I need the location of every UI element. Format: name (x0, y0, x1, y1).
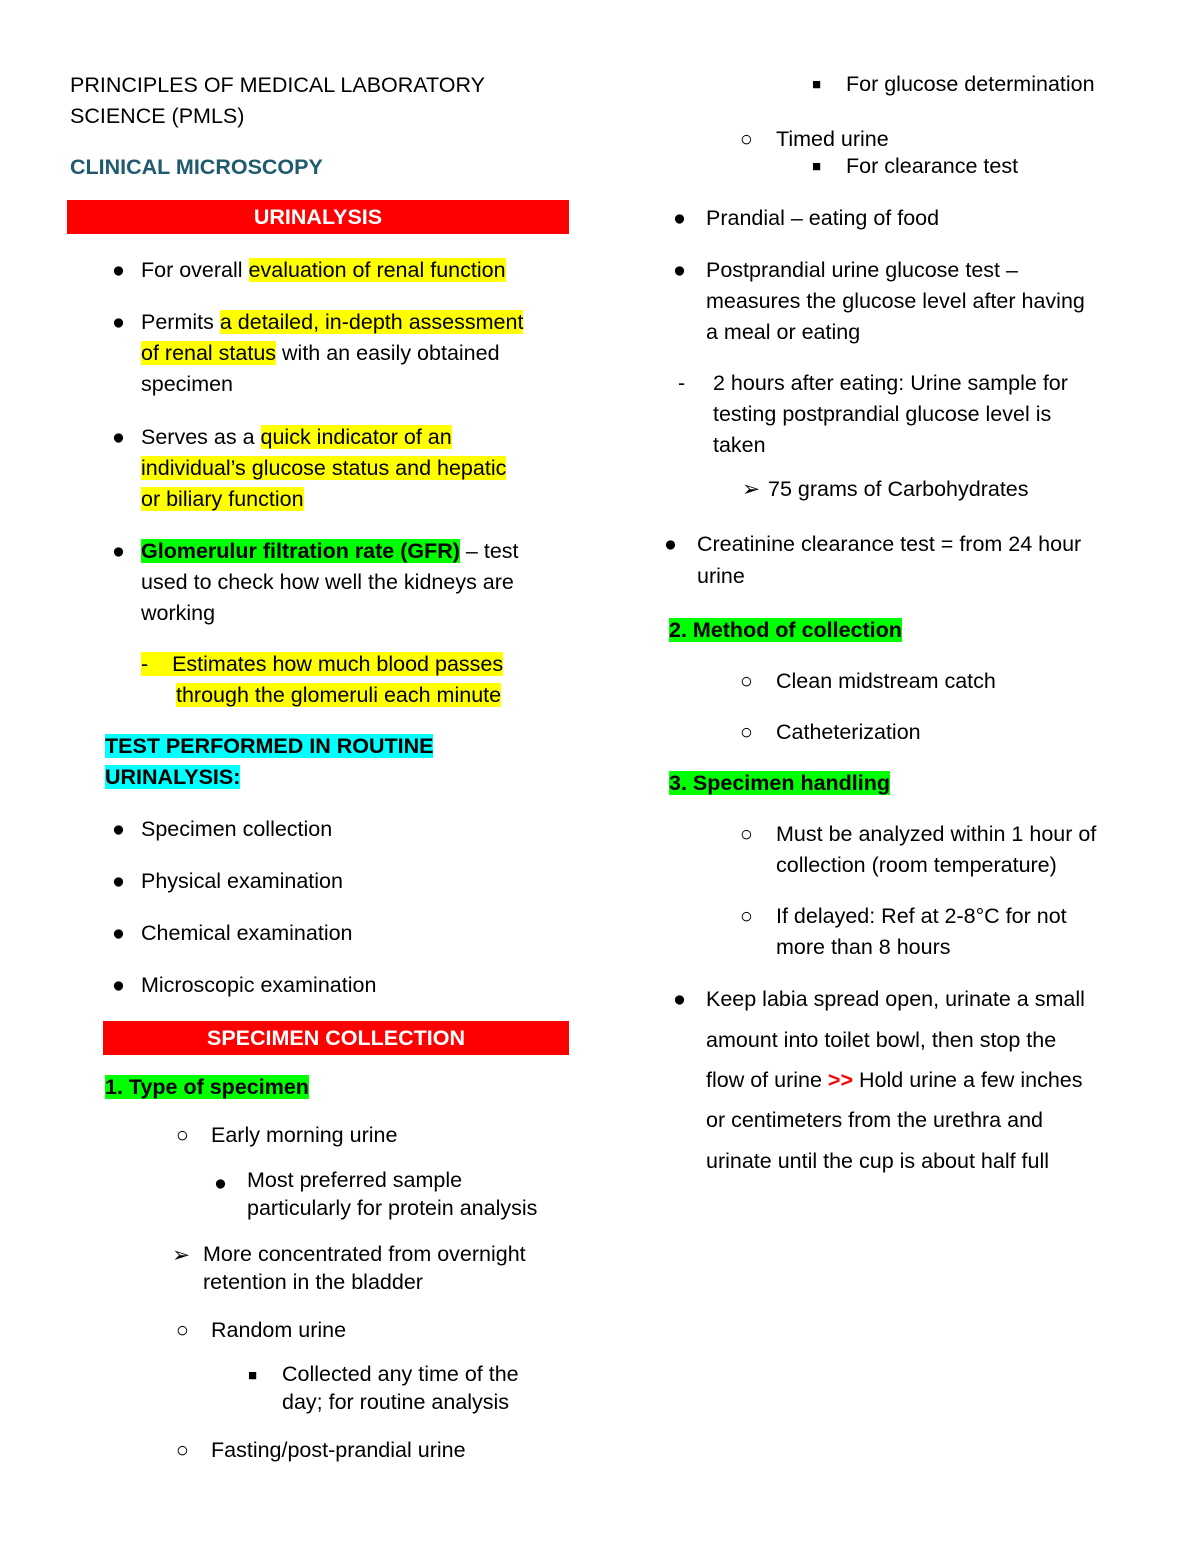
postprandial-line2: measures the glucose level after having (706, 289, 1085, 313)
two-hours-line2: testing postprandial glucose level is (713, 402, 1052, 426)
more-concentrated-line1: More concentrated from overnight (203, 1242, 526, 1266)
if-delayed-line2: more than 8 hours (776, 935, 951, 959)
circle-bullet-icon: ○ (740, 127, 753, 151)
keep-labia-line1: Keep labia spread open, urinate a small (706, 987, 1085, 1011)
catheterization: Catheterization (776, 720, 921, 744)
circle-bullet-icon: ○ (740, 720, 753, 744)
specimen-handling-heading: 3. Specimen handling (669, 771, 891, 795)
circle-bullet-icon: ○ (740, 904, 753, 928)
square-bullet-icon: ■ (812, 76, 822, 93)
bullet-serves-line1: Serves as a quick indicator of an (141, 425, 452, 449)
bullet-icon: ● (673, 987, 686, 1011)
if-delayed-line1: If delayed: Ref at 2-8°C for not (776, 904, 1067, 928)
bullet-permits-line1: Permits a detailed, in-depth assessment (141, 310, 524, 334)
postprandial-line3: a meal or eating (706, 320, 861, 344)
arrow-indicator: >> (827, 1068, 854, 1092)
bullet-icon: ● (214, 1171, 227, 1195)
gfr-sub-line2: through the glomeruli each minute (176, 683, 502, 707)
subject-heading: CLINICAL MICROSCOPY (70, 155, 323, 179)
gfr-sub-line1: - Estimates how much blood passes (141, 652, 504, 676)
clearance-test: For clearance test (846, 154, 1019, 178)
timed-urine: Timed urine (776, 127, 889, 151)
bullet-serves-line3: or biliary function (141, 487, 304, 511)
square-bullet-icon: ■ (812, 158, 822, 175)
circle-bullet-icon: ○ (176, 1123, 189, 1147)
keep-labia-line5: urinate until the cup is about half full (706, 1149, 1050, 1173)
keep-labia-line3: flow of urine >> Hold urine a few inches (706, 1068, 1083, 1092)
arrow-bullet-icon: ➢ (172, 1243, 191, 1267)
most-preferred-line1: Most preferred sample (247, 1168, 463, 1192)
bullet-icon: ● (112, 973, 125, 997)
test-item: Specimen collection (141, 817, 333, 841)
doc-title-line2: SCIENCE (PMLS) (70, 104, 245, 128)
bullet-icon: ● (112, 921, 125, 945)
dash-marker: - (678, 371, 686, 395)
clean-midstream-catch: Clean midstream catch (776, 669, 996, 693)
bullet-icon: ● (112, 425, 125, 449)
arrow-bullet-icon: ➢ (742, 477, 761, 501)
bullet-icon: ● (673, 258, 686, 282)
most-preferred-line2: particularly for protein analysis (247, 1196, 538, 1220)
bullet-permits-line3: specimen (141, 372, 234, 396)
bullet-gfr-line3: working (141, 601, 216, 625)
keep-labia-line2: amount into toilet bowl, then stop the (706, 1028, 1057, 1052)
prandial-definition: Prandial – eating of food (706, 206, 940, 230)
must-be-analyzed-line1: Must be analyzed within 1 hour of (776, 822, 1097, 846)
must-be-analyzed-line2: collection (room temperature) (776, 853, 1057, 877)
keep-labia-line4: or centimeters from the urethra and (706, 1108, 1043, 1132)
circle-bullet-icon: ○ (176, 1318, 189, 1342)
collected-line1: Collected any time of the (282, 1362, 519, 1386)
specimen-collection-bar: SPECIMEN COLLECTION (103, 1021, 569, 1055)
bullet-icon: ● (112, 869, 125, 893)
postprandial-line1: Postprandial urine glucose test – (706, 258, 1018, 282)
random-urine: Random urine (211, 1318, 347, 1342)
bullet-icon: ● (112, 310, 125, 334)
test-item: Microscopic examination (141, 973, 377, 997)
bullet-icon: ● (673, 206, 686, 230)
tests-heading-line2: URINALYSIS: (105, 765, 241, 789)
doc-title-line1: PRINCIPLES OF MEDICAL LABORATORY (70, 73, 485, 97)
fasting-urine: Fasting/post-prandial urine (211, 1438, 466, 1462)
creatinine-line1: Creatinine clearance test = from 24 hour (697, 532, 1082, 556)
method-of-collection-heading: 2. Method of collection (669, 618, 902, 642)
glucose-determination: For glucose determination (846, 72, 1095, 96)
circle-bullet-icon: ○ (740, 669, 753, 693)
more-concentrated-line2: retention in the bladder (203, 1270, 423, 1294)
collected-line2: day; for routine analysis (282, 1390, 510, 1414)
bullet-icon: ● (112, 258, 125, 282)
bullet-icon: ● (112, 817, 125, 841)
urinalysis-bar: URINALYSIS (67, 200, 569, 234)
square-bullet-icon: ■ (248, 1367, 258, 1384)
bullet-renal-evaluation: For overall evaluation of renal function (141, 258, 506, 282)
carbohydrates: 75 grams of Carbohydrates (768, 477, 1029, 501)
type-of-specimen-heading: 1. Type of specimen (105, 1075, 309, 1099)
test-item: Physical examination (141, 869, 343, 893)
creatinine-line2: urine (697, 564, 745, 588)
tests-heading-line1: TEST PERFORMED IN ROUTINE (105, 734, 434, 758)
circle-bullet-icon: ○ (740, 822, 753, 846)
bullet-permits-line2: of renal status with an easily obtained (141, 341, 500, 365)
bullet-serves-line2: individual’s glucose status and hepatic (141, 456, 507, 480)
bullet-icon: ● (112, 539, 125, 563)
two-hours-line1: 2 hours after eating: Urine sample for (713, 371, 1068, 395)
bullet-icon: ● (664, 532, 677, 556)
early-morning-urine: Early morning urine (211, 1123, 398, 1147)
bullet-gfr-line1: Glomerulur filtration rate (GFR) – test (141, 539, 519, 563)
circle-bullet-icon: ○ (176, 1438, 189, 1462)
test-item: Chemical examination (141, 921, 353, 945)
bullet-gfr-line2: used to check how well the kidneys are (141, 570, 514, 594)
two-hours-line3: taken (713, 433, 766, 457)
